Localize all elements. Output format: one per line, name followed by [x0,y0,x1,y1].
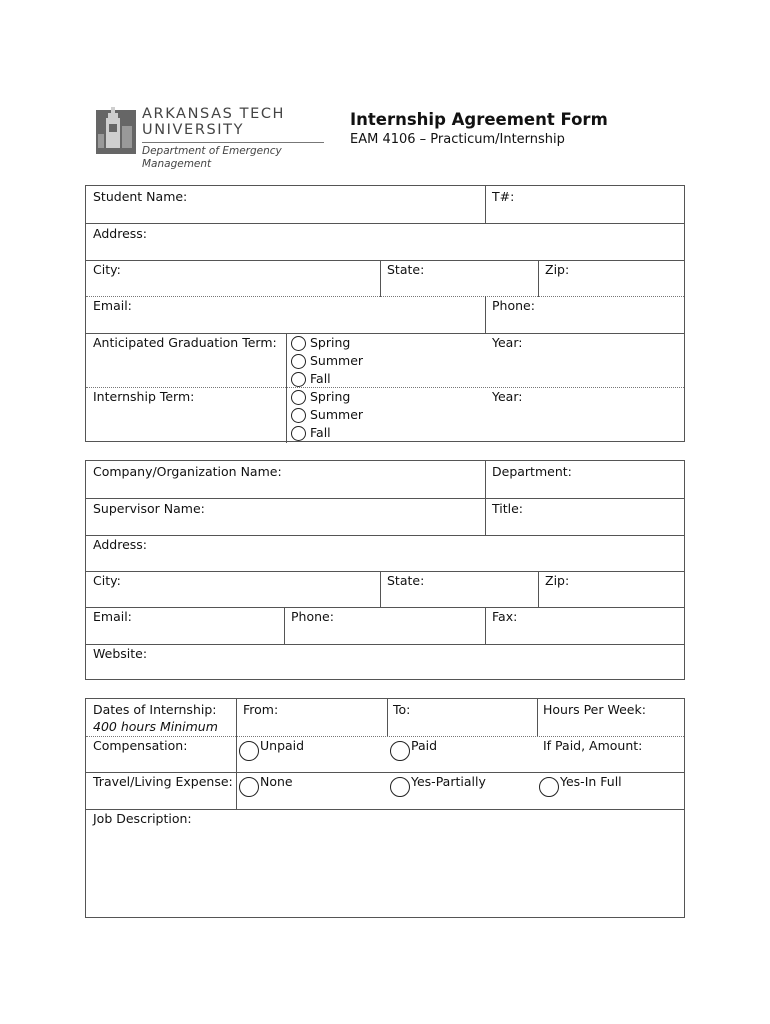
row-divider [86,736,684,737]
company-info-section [85,460,685,680]
form-title: Internship Agreement Form [350,110,608,129]
row-divider [86,296,684,297]
internship-dates-label: Dates of Internship: [93,702,217,717]
grad-summer-label: Summer [310,353,364,368]
logo-department-line2: Management [142,158,212,170]
company-department-field[interactable]: Department: [492,464,572,479]
compensation-label: Compensation: [93,738,188,753]
intern-spring-radio[interactable] [291,390,306,405]
col-divider [286,333,287,443]
company-address-field[interactable]: Address: [93,537,147,552]
row-divider [86,333,684,334]
travel-expense-label: Travel/Living Expense: [93,774,233,789]
travel-none-radio[interactable] [239,777,259,797]
grad-fall-label: Fall [310,371,331,386]
graduation-term-label: Anticipated Graduation Term: [93,335,277,350]
row-divider [86,498,684,499]
paid-radio[interactable] [390,741,410,761]
col-divider [485,607,486,644]
row-divider [86,772,684,773]
row-divider [86,387,684,388]
col-divider [537,699,538,736]
student-email-field[interactable]: Email: [93,298,132,313]
unpaid-radio[interactable] [239,741,259,761]
company-website-field[interactable]: Website: [93,646,148,661]
date-from-field[interactable]: From: [243,702,279,717]
col-divider [485,186,486,223]
grad-spring-label: Spring [310,335,351,350]
intern-summer-radio[interactable] [291,408,306,423]
logo-name-line2: UNIVERSITY [142,122,245,138]
intern-fall-label: Fall [310,425,331,440]
col-divider [284,607,285,644]
col-divider [380,260,381,297]
col-divider [380,571,381,607]
row-divider [86,571,684,572]
row-divider [86,809,684,810]
grad-summer-radio[interactable] [291,354,306,369]
travel-full-label: Yes-In Full [560,774,622,789]
supervisor-title-field[interactable]: Title: [492,501,523,516]
paid-amount-field[interactable]: If Paid, Amount: [543,738,643,753]
intern-summer-label: Summer [310,407,364,422]
row-divider [86,260,684,261]
tower-logo-icon [96,104,136,154]
student-city-field[interactable]: City: [93,262,121,277]
intern-year-field[interactable]: Year: [492,389,523,404]
row-divider [86,644,684,645]
t-number-field[interactable]: T#: [492,189,515,204]
hours-minimum-note: 400 hours Minimum [93,719,218,734]
travel-partial-radio[interactable] [390,777,410,797]
internship-details-section [85,698,685,918]
unpaid-label: Unpaid [260,738,305,753]
col-divider [387,699,388,736]
form-subtitle: EAM 4106 – Practicum/Internship [350,132,565,147]
logo-department-line1: Department of Emergency [142,145,282,157]
grad-year-field[interactable]: Year: [492,335,523,350]
student-info-section [85,185,685,442]
logo-name-line1: ARKANSAS TECH [142,106,286,122]
company-phone-field[interactable]: Phone: [291,609,334,624]
company-name-field[interactable]: Company/Organization Name: [93,464,282,479]
col-divider [538,571,539,607]
date-to-field[interactable]: To: [393,702,411,717]
row-divider [86,535,684,536]
grad-spring-radio[interactable] [291,336,306,351]
travel-none-label: None [260,774,293,789]
col-divider [538,260,539,297]
student-phone-field[interactable]: Phone: [492,298,535,313]
university-logo [96,104,328,172]
logo-divider [142,142,324,143]
col-divider [236,699,237,809]
company-state-field[interactable]: State: [387,573,425,588]
company-email-field[interactable]: Email: [93,609,132,624]
intern-spring-label: Spring [310,389,351,404]
paid-label: Paid [411,738,438,753]
hours-per-week-field[interactable]: Hours Per Week: [543,702,646,717]
job-description-field[interactable]: Job Description: [93,811,192,826]
student-address-field[interactable]: Address: [93,226,147,241]
student-name-field[interactable]: Student Name: [93,189,188,204]
travel-full-radio[interactable] [539,777,559,797]
company-city-field[interactable]: City: [93,573,121,588]
company-zip-field[interactable]: Zip: [545,573,570,588]
col-divider [485,296,486,333]
row-divider [86,607,684,608]
internship-term-label: Internship Term: [93,389,195,404]
col-divider [485,461,486,535]
row-divider [86,223,684,224]
grad-fall-radio[interactable] [291,372,306,387]
travel-partial-label: Yes-Partially [411,774,486,789]
company-fax-field[interactable]: Fax: [492,609,518,624]
supervisor-name-field[interactable]: Supervisor Name: [93,501,205,516]
student-state-field[interactable]: State: [387,262,425,277]
student-zip-field[interactable]: Zip: [545,262,570,277]
intern-fall-radio[interactable] [291,426,306,441]
